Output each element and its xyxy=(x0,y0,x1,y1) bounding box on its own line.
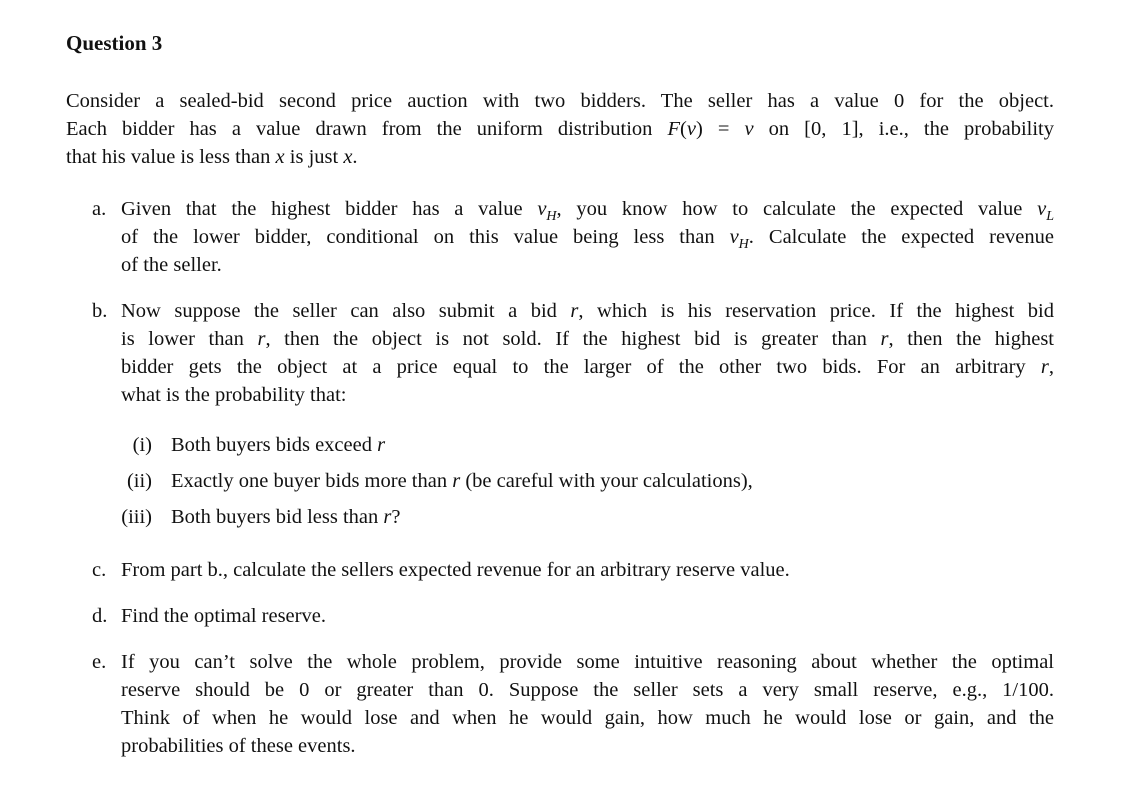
question-title: Question 3 xyxy=(66,31,163,55)
part-e xyxy=(92,648,1054,760)
part-b xyxy=(92,297,1054,409)
part-text xyxy=(121,648,1054,760)
text-segment: Given that the highest bidder has a value xyxy=(121,198,538,220)
text-segment: Both buyers bid less than xyxy=(171,506,384,528)
part-text xyxy=(121,297,1054,409)
text-line xyxy=(121,381,1054,409)
math-variable: x xyxy=(343,146,353,168)
text-segment: what is the probability that: xyxy=(121,384,347,406)
part-text xyxy=(121,602,1054,630)
text-segment: is just xyxy=(284,146,344,168)
text-line xyxy=(121,325,1054,353)
intro-paragraph xyxy=(66,87,1054,171)
text-segment: ? xyxy=(391,506,401,528)
math-variable: r xyxy=(383,506,392,528)
text-line xyxy=(121,223,1054,251)
part-text xyxy=(121,195,1054,279)
text-line xyxy=(121,676,1054,704)
part-text xyxy=(121,556,1054,584)
subitem xyxy=(120,499,1020,535)
text-segment: , then the highest xyxy=(888,328,1054,350)
math-variable: r xyxy=(570,300,579,322)
text-segment: of the lower bidder, conditional on this value being less than xyxy=(121,226,730,248)
text-segment: , then the object is not sold. If the highest bid is greater than xyxy=(265,328,881,350)
text-segment: Find the optimal reserve. xyxy=(121,605,326,627)
text-segment: , you know how to calculate the expected value xyxy=(556,198,1038,220)
math-variable: x xyxy=(275,146,285,168)
text-line xyxy=(121,704,1054,732)
text-segment: From part b., calculate the sellers expected revenue for an arbitrary reserve value. xyxy=(121,559,790,581)
subitem-label: (i) xyxy=(132,434,152,456)
math-variable: v xyxy=(729,226,739,248)
text-segment: . Calculate the expected revenue xyxy=(748,226,1054,248)
part-label: d. xyxy=(92,605,108,627)
math-subscript: L xyxy=(1046,209,1054,223)
text-segment: of the seller. xyxy=(121,254,222,276)
text-segment: If you can’t solve the whole problem, provide some intuitive reasoning about whether the optimal xyxy=(121,651,1054,673)
subitem-text xyxy=(171,434,385,456)
subitem xyxy=(120,463,1020,499)
text-line xyxy=(121,732,1054,760)
math-variable: v xyxy=(537,198,547,220)
text-segment: bidder gets the object at a price equal to the larger of the other two bids. For an arbitrary xyxy=(121,356,1041,378)
text-line xyxy=(121,353,1054,381)
text-line xyxy=(121,251,1054,279)
part-a xyxy=(92,195,1054,279)
math-variable: v xyxy=(1037,198,1047,220)
text-segment: Think of when he would lose and when he would gain, how much he would lose or gain, and the xyxy=(121,707,1054,729)
math-variable: F xyxy=(667,118,680,140)
part-label: c. xyxy=(92,559,107,581)
text-segment: ) = xyxy=(695,118,745,140)
subitem-text xyxy=(171,470,753,492)
math-subscript: H xyxy=(738,237,749,251)
math-variable: r xyxy=(880,328,889,350)
text-segment: . xyxy=(352,146,358,168)
text-segment: , xyxy=(1048,356,1054,378)
math-variable: r xyxy=(377,434,386,456)
text-segment: Each bidder has a value drawn from the uniform distribution xyxy=(66,118,668,140)
math-subscript: H xyxy=(546,209,557,223)
text-line xyxy=(121,602,1054,630)
subitem-label: (iii) xyxy=(121,506,152,528)
part-d xyxy=(92,602,1054,630)
text-segment: Exactly one buyer bids more than xyxy=(171,470,453,492)
math-variable: r xyxy=(452,470,461,492)
part-label: a. xyxy=(92,198,107,220)
part-b-subitems xyxy=(120,427,1020,535)
text-line xyxy=(66,115,1054,143)
text-line xyxy=(121,297,1054,325)
subitem-text xyxy=(171,506,400,528)
math-variable: r xyxy=(1040,356,1049,378)
text-segment: is lower than xyxy=(121,328,258,350)
text-segment: ( xyxy=(680,118,687,140)
text-segment: (be careful with your calculations), xyxy=(460,470,753,492)
text-segment: reserve should be 0 or greater than 0. Suppose the seller sets a very small reserve, e.g., 1/100. xyxy=(121,679,1054,701)
subitem-label: (ii) xyxy=(126,470,152,492)
part-label: e. xyxy=(92,651,107,673)
text-line xyxy=(121,195,1054,223)
text-segment: , which is his reservation price. If the highest bid xyxy=(578,300,1054,322)
text-line xyxy=(66,143,1054,171)
text-line xyxy=(66,87,1054,115)
text-line xyxy=(121,648,1054,676)
text-segment: that his value is less than xyxy=(66,146,276,168)
part-label: b. xyxy=(92,300,108,322)
math-variable: v xyxy=(686,118,696,140)
text-segment: Now suppose the seller can also submit a bid xyxy=(121,300,571,322)
part-c xyxy=(92,556,1054,584)
text-segment: on [0, 1], i.e., the probability xyxy=(753,118,1054,140)
math-variable: r xyxy=(257,328,266,350)
text-segment: Both buyers bids exceed xyxy=(171,434,378,456)
text-segment: Consider a sealed-bid second price auction with two bidders. The seller has a value 0 for the object. xyxy=(66,90,1054,112)
math-variable: v xyxy=(744,118,754,140)
subitem xyxy=(120,427,1020,463)
text-segment: probabilities of these events. xyxy=(121,735,356,757)
text-line xyxy=(121,556,1054,584)
